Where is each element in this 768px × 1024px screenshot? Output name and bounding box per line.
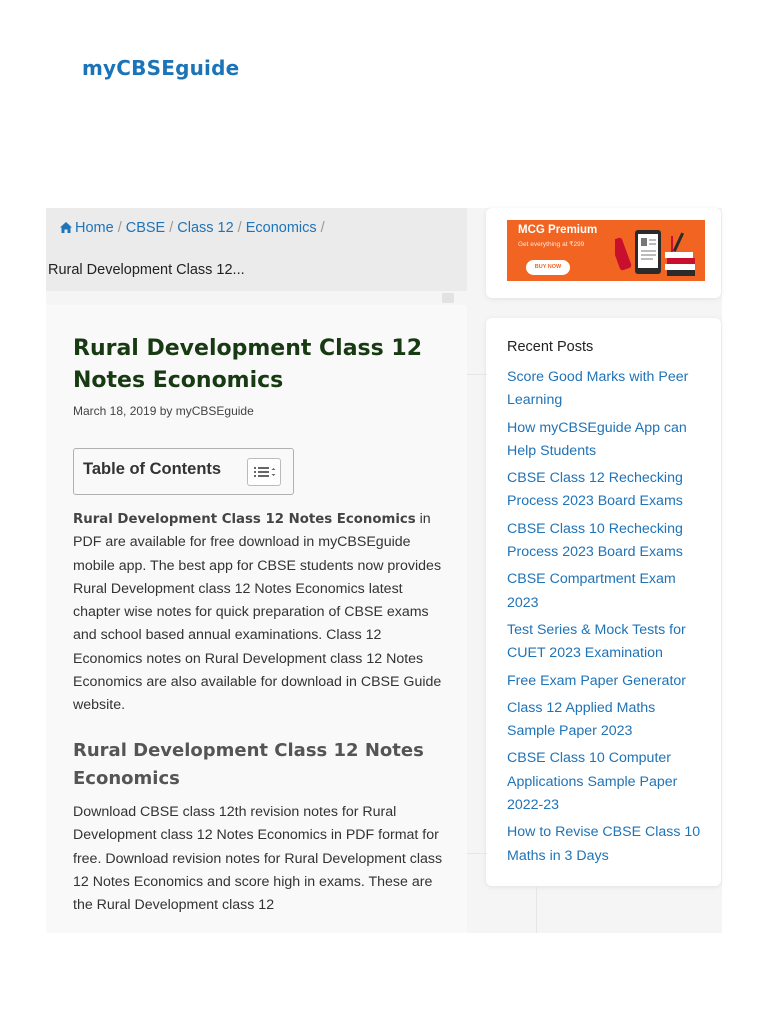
breadcrumb-cbse[interactable]: CBSE bbox=[125, 220, 166, 236]
recent-post-link[interactable]: How to Revise CBSE Class 10 Maths in 3 Days bbox=[507, 824, 701, 864]
recent-posts-widget bbox=[486, 318, 721, 886]
ad-subtitle: Get everything at ₹299 bbox=[518, 241, 585, 248]
recent-post-link[interactable]: CBSE Class 10 Rechecking Process 2023 Board Exams bbox=[507, 520, 683, 561]
breadcrumb-separator: / bbox=[169, 220, 174, 236]
article-meta: March 18, 2019 by myCBSEguide bbox=[73, 404, 254, 418]
ad-buy-button[interactable]: BUY NOW bbox=[526, 260, 570, 275]
breadcrumb-home[interactable]: Home bbox=[75, 220, 114, 236]
intro-bold: Rural Development Class 12 Notes Economics bbox=[73, 512, 416, 527]
recent-post-link[interactable]: Class 12 Applied Maths Sample Paper 2023 bbox=[507, 699, 656, 740]
list-item bbox=[507, 747, 707, 817]
breadcrumb-economics[interactable]: Economics bbox=[245, 220, 317, 236]
recent-post-link[interactable]: CBSE Compartment Exam 2023 bbox=[507, 571, 676, 611]
intro-text: in PDF are available for free download in myCBSEguide mobile app. The best app for CBSE students now provides Rural Development class 12 Notes Economics latest chapter wise notes for quick preparation of CBSE exams and school based annual examinations. Class 12 Economics notes on Rural Development class 12 Notes Economics are also available for download in CBSE Guide website. bbox=[73, 511, 442, 714]
breadcrumb-separator: / bbox=[117, 220, 122, 236]
home-icon bbox=[60, 222, 72, 233]
scroll-handle[interactable] bbox=[442, 293, 454, 303]
recent-post-link[interactable]: Free Exam Paper Generator bbox=[507, 672, 686, 689]
divider bbox=[467, 853, 487, 854]
breadcrumb-separator: / bbox=[320, 220, 325, 236]
intro-paragraph bbox=[73, 508, 445, 718]
site-logo[interactable]: myCBSEguide bbox=[82, 56, 240, 80]
tablet-books-illustration-icon bbox=[615, 224, 703, 280]
list-item bbox=[507, 467, 707, 514]
recent-post-link[interactable]: How myCBSEguide App can Help Students bbox=[507, 419, 687, 459]
section-heading: Rural Development Class 12 Notes Economics bbox=[73, 740, 424, 789]
list-item bbox=[507, 568, 707, 615]
list-item bbox=[507, 366, 707, 413]
recent-post-link[interactable]: Test Series & Mock Tests for CUET 2023 Examination bbox=[507, 621, 686, 662]
article bbox=[46, 305, 467, 933]
list-toggle-icon bbox=[248, 459, 280, 485]
divider bbox=[536, 886, 537, 933]
list-item bbox=[507, 518, 707, 565]
toc-title: Table of Contents bbox=[83, 460, 222, 478]
recent-post-link[interactable]: CBSE Class 12 Rechecking Process 2023 Board Exams bbox=[507, 470, 683, 510]
list-item bbox=[507, 619, 707, 666]
table-of-contents bbox=[73, 448, 294, 495]
list-item bbox=[507, 697, 707, 744]
breadcrumb-current: Rural Development Class 12... bbox=[48, 262, 245, 278]
list-item bbox=[507, 821, 707, 868]
list-item bbox=[507, 417, 707, 464]
recent-posts-title: Recent Posts bbox=[507, 339, 594, 355]
breadcrumb-separator: / bbox=[237, 220, 242, 236]
section-paragraph: Download CBSE class 12th revision notes for Rural Development class 12 Notes Economics in PDF format for free. Download revision notes for Rural Development class 12 Notes Economics and score high in exams. These are the Rural Development class 12 bbox=[73, 804, 443, 914]
breadcrumb bbox=[46, 208, 467, 291]
recent-posts-list bbox=[507, 366, 707, 872]
list-item bbox=[507, 670, 707, 693]
recent-post-link[interactable]: CBSE Class 10 Computer Applications Sample Paper 2022-23 bbox=[507, 750, 678, 814]
article-title: Rural Development Class 12 Notes Economics bbox=[73, 336, 423, 393]
toc-toggle-button[interactable] bbox=[247, 458, 281, 486]
recent-post-link[interactable]: Score Good Marks with Peer Learning bbox=[507, 369, 689, 409]
ad-card bbox=[486, 208, 721, 298]
divider bbox=[467, 374, 487, 375]
breadcrumb-trail bbox=[60, 220, 329, 236]
ad-title: MCG Premium bbox=[518, 224, 598, 236]
premium-ad-banner[interactable] bbox=[507, 220, 705, 281]
breadcrumb-class-12[interactable]: Class 12 bbox=[177, 220, 234, 236]
